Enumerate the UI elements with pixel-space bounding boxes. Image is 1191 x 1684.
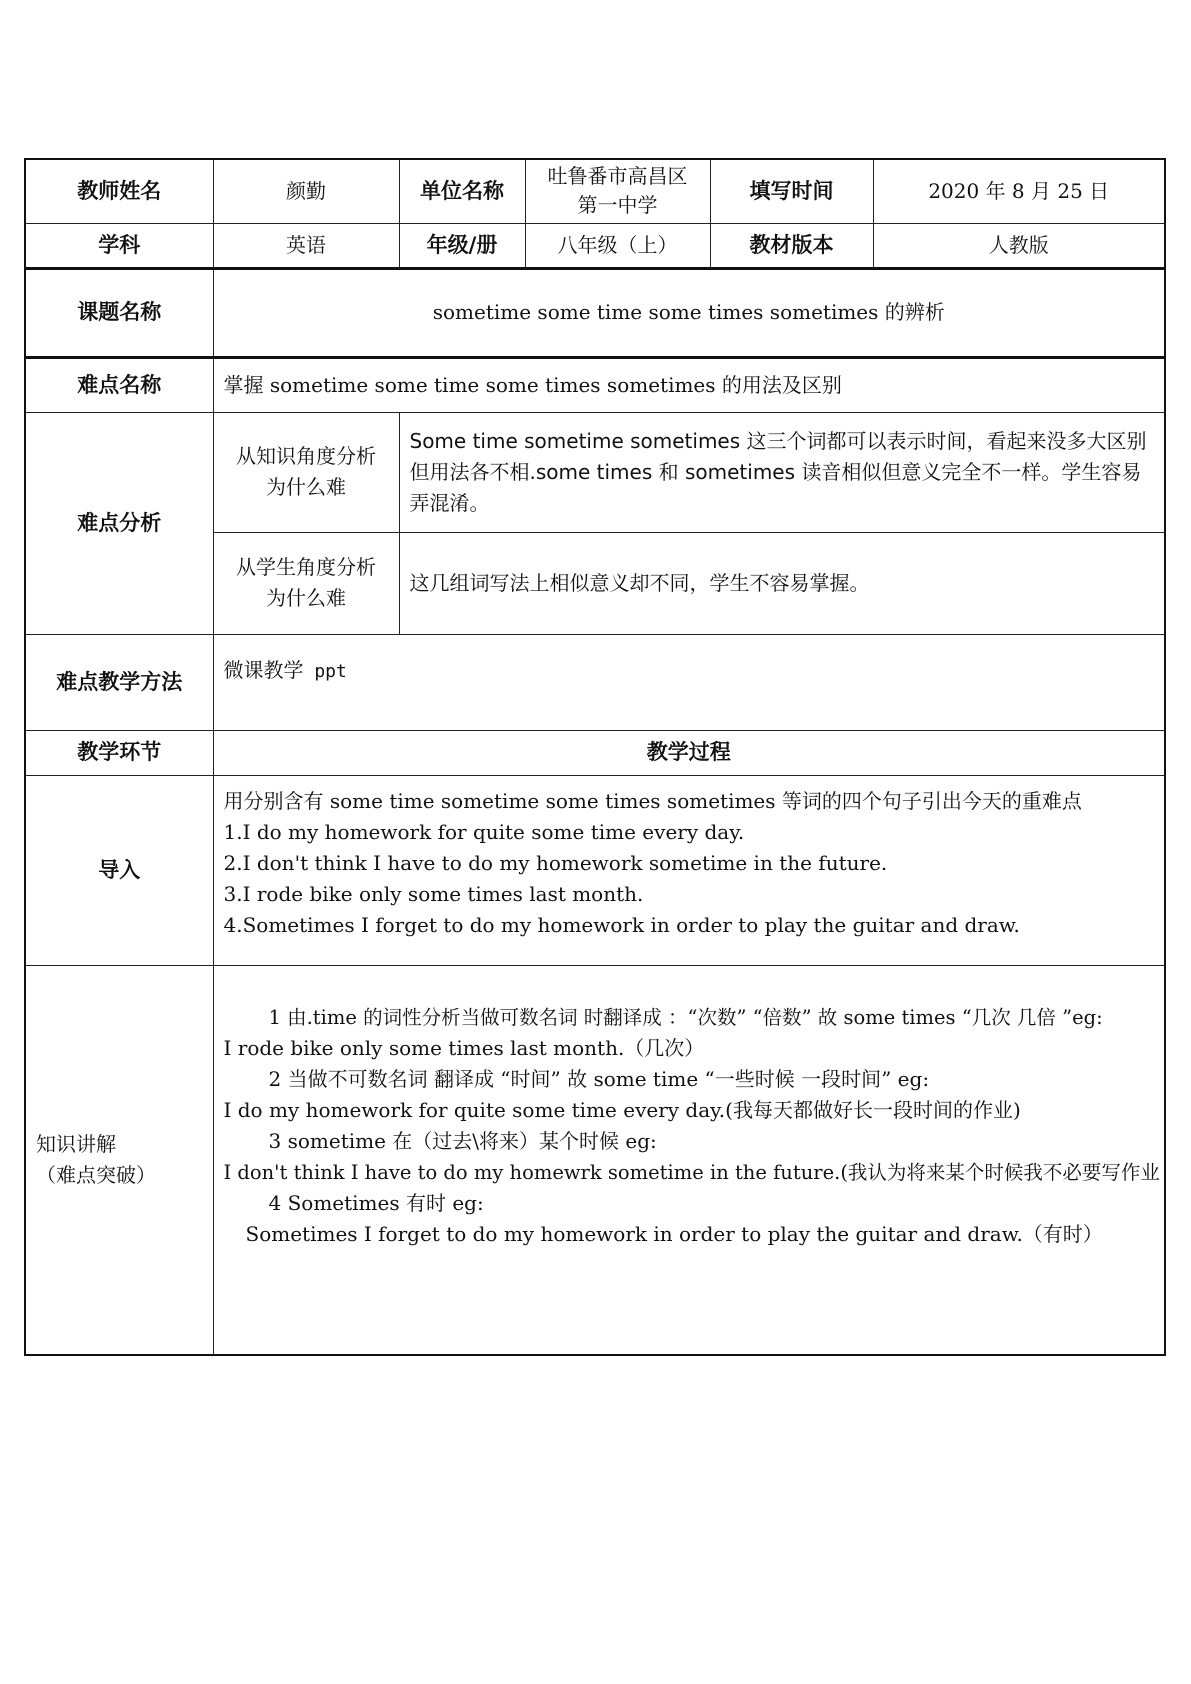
explain-line-1: 1 由.time 的词性分析当做可数名词 时翻译成 ：“次数” “倍数” 故 some times “几次 几倍 ”eg: xyxy=(268,1005,1103,1029)
explain-line-8: Sometimes I forget to do my homework in order to play the guitar and draw.（有时） xyxy=(245,1221,1103,1246)
process-header: 教学过程 xyxy=(213,730,1165,775)
explain-line-3: 2 当做不可数名词 翻译成 “时间” 故 some time “一些时候 一段时间” eg: xyxy=(268,1066,930,1091)
student-angle-value: 这几组词写法上相似意义却不同，学生不容易掌握。 xyxy=(399,532,1165,634)
explain-line-7: 4 Sometimes 有时 eg: xyxy=(268,1190,484,1215)
method-value-cn: 微课教学 xyxy=(223,657,304,682)
topic-row xyxy=(25,268,1165,357)
intro-line-2: 2.I don't think I have to do my homework sometime in the future. xyxy=(223,850,888,875)
lesson-plan-sheet xyxy=(24,158,1164,1356)
header-row-1 xyxy=(25,159,1165,223)
knowledge-angle-value xyxy=(399,412,1165,532)
knowledge-line-2: 但用法各不相.some times 和 sometimes 读音相似但意义完全不一样。学生容易 xyxy=(409,459,1142,484)
date-value: 2020 年 8 月 25 日 xyxy=(873,159,1165,223)
knowledge-angle-label xyxy=(213,412,399,532)
method-value-en: ppt xyxy=(303,660,347,682)
explain-line-4: I do my homework for quite some time every day.(我每天都做好长一段时间的作业) xyxy=(223,1097,1021,1122)
intro-line-3: 3.I rode bike only some times last month. xyxy=(223,881,644,906)
student-angle-label-line2: 为什么难 xyxy=(266,586,346,610)
unit-value-line2: 第一中学 xyxy=(577,193,658,218)
explain-row xyxy=(25,965,1165,1355)
explain-label-line1: 知识讲解 xyxy=(36,1131,116,1156)
analysis-row-knowledge xyxy=(25,412,1165,532)
date-label: 填写时间 xyxy=(710,159,873,223)
grade-label: 年级/册 xyxy=(399,223,525,268)
analysis-label: 难点分析 xyxy=(25,412,213,634)
process-header-row xyxy=(25,730,1165,775)
method-value xyxy=(213,634,1165,730)
unit-value-line1: 吐鲁番市高昌区 xyxy=(547,164,688,189)
unit-label: 单位名称 xyxy=(399,159,525,223)
explain-content xyxy=(213,965,1165,1355)
lesson-plan-table xyxy=(24,158,1166,1356)
edition-value: 人教版 xyxy=(873,223,1165,268)
student-angle-label-line1: 从学生角度分析 xyxy=(236,555,376,579)
explain-label xyxy=(25,965,213,1355)
explain-label-line2: （难点突破） xyxy=(36,1162,156,1187)
explain-line-6: I don't think I have to do my homewrk sometime in the future.(我认为将来某个时候我不必要写作业 xyxy=(223,1160,1160,1184)
intro-row xyxy=(25,775,1165,965)
knowledge-line-1: Some time sometime sometimes 这三个词都可以表示时间，看起来没多大区别 xyxy=(409,428,1147,453)
intro-label: 导入 xyxy=(25,775,213,965)
explain-line-2: I rode bike only some times last month.（几次） xyxy=(223,1035,705,1060)
header-row-2 xyxy=(25,223,1165,268)
difficulty-label: 难点名称 xyxy=(25,357,213,412)
intro-line-0: 用分别含有 some time sometime some times sometimes 等词的四个句子引出今天的重难点 xyxy=(223,788,1082,813)
explain-line-5: 3 sometime 在（过去\将来）某个时候 eg: xyxy=(268,1128,657,1153)
intro-line-1: 1.I do my homework for quite some time every day. xyxy=(223,819,745,844)
intro-line-4: 4.Sometimes I forget to do my homework in order to play the guitar and draw. xyxy=(223,912,1020,937)
unit-value xyxy=(525,159,710,223)
difficulty-value: 掌握 sometime some time some times sometimes 的用法及区别 xyxy=(213,357,1165,412)
subject-value: 英语 xyxy=(213,223,399,268)
teacher-label: 教师姓名 xyxy=(25,159,213,223)
subject-label: 学科 xyxy=(25,223,213,268)
student-angle-label xyxy=(213,532,399,634)
method-label: 难点教学方法 xyxy=(25,634,213,730)
intro-content xyxy=(213,775,1165,965)
teacher-value: 颜勤 xyxy=(213,159,399,223)
edition-label: 教材版本 xyxy=(710,223,873,268)
topic-label: 课题名称 xyxy=(25,268,213,357)
topic-value: sometime some time some times sometimes 的辨析 xyxy=(213,268,1165,357)
method-row xyxy=(25,634,1165,730)
knowledge-angle-label-line1: 从知识角度分析 xyxy=(236,444,376,468)
grade-value: 八年级（上） xyxy=(525,223,710,268)
knowledge-angle-label-line2: 为什么难 xyxy=(266,475,346,499)
knowledge-line-3: 弄混淆。 xyxy=(409,490,490,515)
stage-header: 教学环节 xyxy=(25,730,213,775)
difficulty-row xyxy=(25,357,1165,412)
